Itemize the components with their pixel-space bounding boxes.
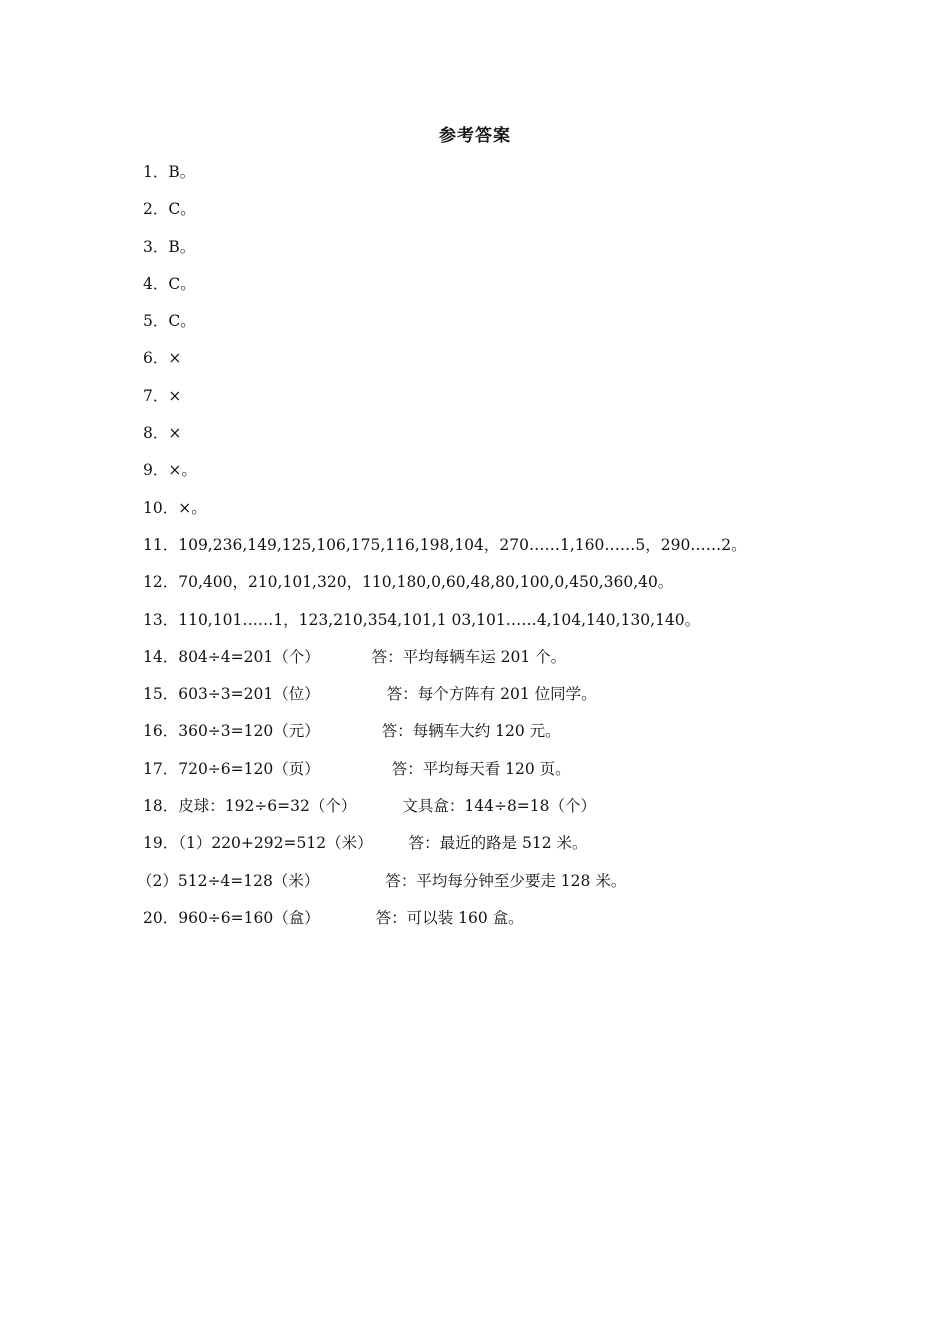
answer-text: 3．B。 bbox=[143, 237, 196, 256]
equation-text: 15．603÷3=201（位） bbox=[143, 685, 320, 704]
answer-item-2 bbox=[143, 197, 923, 234]
answer-text: 4．C。 bbox=[143, 274, 196, 293]
answer-text: 6．× bbox=[143, 349, 182, 368]
answer-text: 1．B。 bbox=[143, 163, 196, 181]
answer-text: 12．70,400，210,101,320，110,180,0,60,48,80,100,0,450,360,40。 bbox=[143, 573, 674, 592]
equation-text-2: 文具盒：144÷8=18（个） bbox=[402, 797, 597, 816]
response-text: 答：每个方阵有 201 位同学。 bbox=[386, 685, 597, 704]
response-text: 答：可以装 160 盒。 bbox=[375, 908, 524, 927]
equation-text: （2）512÷4=128（米） bbox=[137, 871, 320, 890]
answer-item-14 bbox=[143, 645, 923, 682]
answer-text: 8．× bbox=[143, 424, 182, 443]
answer-item-15 bbox=[143, 682, 923, 719]
answer-item-20 bbox=[143, 906, 923, 943]
answer-item-13 bbox=[143, 608, 923, 645]
response-text: 答：平均每天看 120 页。 bbox=[391, 759, 571, 778]
equation-text: 19．（1）220+292=512（米） bbox=[143, 834, 373, 853]
equation-text: 20．960÷6=160（盒） bbox=[143, 908, 320, 927]
response-text: 答：每辆车大约 120 元。 bbox=[381, 722, 561, 741]
answer-item-3 bbox=[143, 235, 923, 272]
answer-item-18 bbox=[143, 794, 923, 831]
response-text: 答：平均每辆车运 201 个。 bbox=[371, 647, 567, 666]
answer-item-8 bbox=[143, 421, 923, 458]
answer-item-17 bbox=[143, 757, 923, 794]
answer-item-19-part-1 bbox=[143, 831, 923, 868]
page-title: 参考答案 bbox=[439, 126, 511, 146]
answer-item-12 bbox=[143, 570, 923, 607]
answer-text: 5．C。 bbox=[143, 312, 196, 331]
answer-item-5 bbox=[143, 309, 923, 346]
equation-text: 17．720÷6=120（页） bbox=[143, 759, 320, 778]
equation-text: 18．皮球：192÷6=32（个） bbox=[143, 797, 357, 816]
answer-item-16 bbox=[143, 719, 923, 756]
answer-text: 10．×。 bbox=[143, 498, 207, 517]
answer-item-6 bbox=[143, 346, 923, 383]
answer-list bbox=[137, 160, 923, 943]
answer-text: 9．×。 bbox=[143, 461, 197, 480]
answer-item-4 bbox=[143, 272, 923, 309]
answer-item-1 bbox=[143, 160, 923, 197]
answer-item-11 bbox=[143, 533, 923, 570]
answer-text: 11．109,236,149,125,106,175,116,198,104，270……1,160……5，290……2。 bbox=[143, 535, 747, 554]
answer-item-7 bbox=[143, 384, 923, 421]
equation-text: 16．360÷3=120（元） bbox=[143, 722, 320, 741]
response-text: 答：最近的路是 512 米。 bbox=[408, 834, 588, 853]
response-text: 答：平均每分钟至少要走 128 米。 bbox=[385, 871, 627, 890]
answer-item-9 bbox=[143, 458, 923, 495]
answer-item-10 bbox=[143, 496, 923, 533]
answer-text: 7．× bbox=[143, 386, 182, 405]
answer-text: 13．110,101……1，123,210,354,101,1 03,101……4,104,140,130,140。 bbox=[143, 610, 701, 629]
answer-item-19-part-2 bbox=[137, 869, 923, 906]
equation-text: 14．804÷4=201（个） bbox=[143, 647, 320, 666]
answer-text: 2．C。 bbox=[143, 200, 196, 219]
